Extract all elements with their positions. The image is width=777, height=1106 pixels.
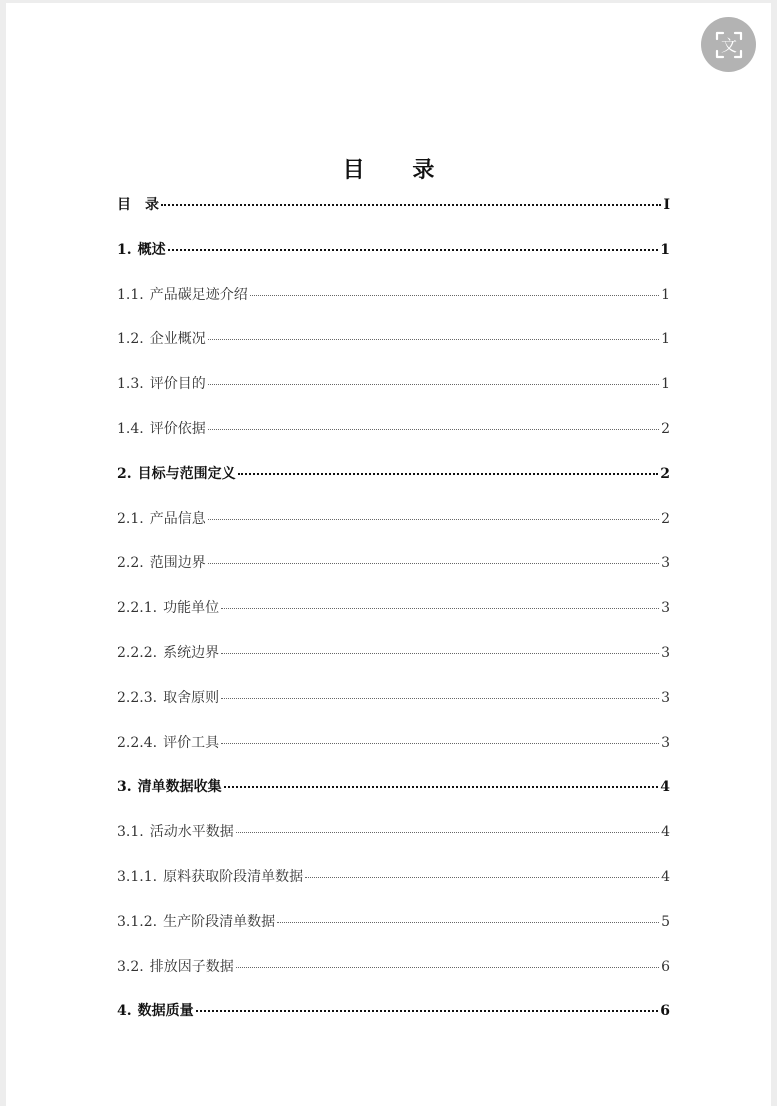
toc-entry[interactable] xyxy=(117,911,670,956)
toc-entry[interactable] xyxy=(117,776,670,821)
toc-page-number: 3 xyxy=(661,644,670,661)
toc-leader-dots xyxy=(221,698,659,699)
toc-entry[interactable] xyxy=(117,373,670,418)
toc-entry-number: 2.2.4. xyxy=(117,734,158,751)
toc-entry-title: 排放因子数据 xyxy=(149,958,234,975)
toc-leader-dots xyxy=(221,743,659,744)
toc-entry-number: 2.1. xyxy=(117,510,144,527)
toc-entry-title: 取舍原则 xyxy=(163,689,220,706)
toc-entry-number: 3.2. xyxy=(117,958,144,975)
toc-entry-number: 1.4. xyxy=(117,420,144,437)
toc-entry-number: 2.2. xyxy=(117,555,144,572)
svg-text:文: 文 xyxy=(720,35,737,55)
toc-leader-dots xyxy=(238,473,659,475)
toc-entry[interactable] xyxy=(117,194,670,239)
toc-page-number: 4 xyxy=(661,868,670,885)
toc-title: 目 录 xyxy=(342,157,455,183)
toc-leader-dots xyxy=(208,429,659,430)
toc-page-number: 1 xyxy=(661,286,670,303)
toc-entry-number: 3.1.1. xyxy=(117,868,158,885)
toc-entry-title: 目标与范围定义 xyxy=(137,465,236,482)
toc-page-number: 6 xyxy=(660,1003,670,1020)
toc-leader-dots xyxy=(196,1010,659,1012)
toc-entry-number: 1.2. xyxy=(117,331,144,348)
toc-entry-title: 数据质量 xyxy=(137,1003,194,1020)
toc-entry-title: 范围边界 xyxy=(149,555,206,572)
toc-entry[interactable] xyxy=(117,552,670,597)
toc-leader-dots xyxy=(236,967,659,968)
toc-entry[interactable] xyxy=(117,328,670,373)
toc-page-number: 3 xyxy=(661,689,670,706)
toc-entry-title: 评价目的 xyxy=(149,376,206,393)
toc-entry-title: 活动水平数据 xyxy=(149,824,234,841)
toc-leader-dots xyxy=(208,339,659,340)
toc-page-number: 4 xyxy=(661,824,670,841)
toc-entry-title: 产品碳足迹介绍 xyxy=(149,286,248,303)
toc-page-number: 3 xyxy=(661,734,670,751)
table-of-contents xyxy=(117,194,670,1045)
toc-page-number: 1 xyxy=(661,331,670,348)
toc-page-number: 4 xyxy=(660,779,670,796)
toc-page-number: 5 xyxy=(661,913,670,930)
toc-entry-title: 概述 xyxy=(137,241,166,258)
toc-leader-dots xyxy=(208,563,659,564)
toc-entry-number: 2. xyxy=(117,465,132,482)
toc-entry[interactable] xyxy=(117,866,670,911)
toc-entry[interactable] xyxy=(117,687,670,732)
toc-entry[interactable] xyxy=(117,239,670,284)
toc-entry-title: 评价工具 xyxy=(163,734,220,751)
toc-entry[interactable] xyxy=(117,956,670,1001)
toc-entry-title: 功能单位 xyxy=(163,600,220,617)
toc-entry-title: 企业概况 xyxy=(149,331,206,348)
toc-leader-dots xyxy=(277,922,659,923)
toc-entry[interactable] xyxy=(117,1000,670,1045)
toc-entry-title: 原料获取阶段清单数据 xyxy=(163,868,304,885)
toc-entry-number: 1. xyxy=(117,241,132,258)
toc-leader-dots xyxy=(221,653,659,654)
toc-page-number: 6 xyxy=(661,958,670,975)
toc-page-number: 1 xyxy=(660,241,670,258)
toc-page-number: 2 xyxy=(661,420,670,437)
translate-button[interactable] xyxy=(701,17,756,72)
toc-entry[interactable] xyxy=(117,597,670,642)
toc-entry-number: 2.2.1. xyxy=(117,600,158,617)
toc-entry[interactable] xyxy=(117,284,670,329)
toc-leader-dots xyxy=(250,295,659,296)
toc-entry-number: 4. xyxy=(117,1003,132,1020)
toc-entry-number: 3. xyxy=(117,779,132,796)
toc-page-number: 2 xyxy=(661,510,670,527)
toc-entry-number: 3.1. xyxy=(117,824,144,841)
toc-entry-number: 1.1. xyxy=(117,286,144,303)
toc-leader-dots xyxy=(305,877,659,878)
toc-entry[interactable] xyxy=(117,508,670,553)
toc-leader-dots xyxy=(208,384,659,385)
toc-page-number: 2 xyxy=(660,465,670,482)
toc-entry-number: 1.3. xyxy=(117,376,144,393)
toc-entry-title: 评价依据 xyxy=(149,420,206,437)
toc-entry-number: 3.1.2. xyxy=(117,913,158,930)
toc-page-number: 3 xyxy=(661,600,670,617)
toc-entry[interactable] xyxy=(117,418,670,463)
toc-entry-title: 系统边界 xyxy=(163,644,220,661)
toc-entry-number: 目 xyxy=(117,197,131,213)
toc-entry-number: 2.2.3. xyxy=(117,689,158,706)
toc-entry[interactable] xyxy=(117,463,670,508)
toc-entry[interactable] xyxy=(117,821,670,866)
translate-icon xyxy=(714,30,744,60)
toc-leader-dots xyxy=(208,519,659,520)
toc-entry[interactable] xyxy=(117,732,670,777)
toc-leader-dots xyxy=(161,204,661,206)
toc-entry-title: 清单数据收集 xyxy=(137,779,222,796)
toc-leader-dots xyxy=(221,608,659,609)
toc-page-number: 1 xyxy=(661,376,670,393)
toc-entry[interactable] xyxy=(117,642,670,687)
toc-entry-title: 生产阶段清单数据 xyxy=(163,913,276,930)
toc-page-number: I xyxy=(663,197,670,213)
toc-leader-dots xyxy=(168,249,659,251)
toc-leader-dots xyxy=(224,786,659,788)
toc-entry-title: 产品信息 xyxy=(149,510,206,527)
toc-entry-number: 2.2.2. xyxy=(117,644,158,661)
toc-entry-title: 录 xyxy=(145,197,159,213)
toc-page-number: 3 xyxy=(661,555,670,572)
toc-leader-dots xyxy=(236,832,659,833)
